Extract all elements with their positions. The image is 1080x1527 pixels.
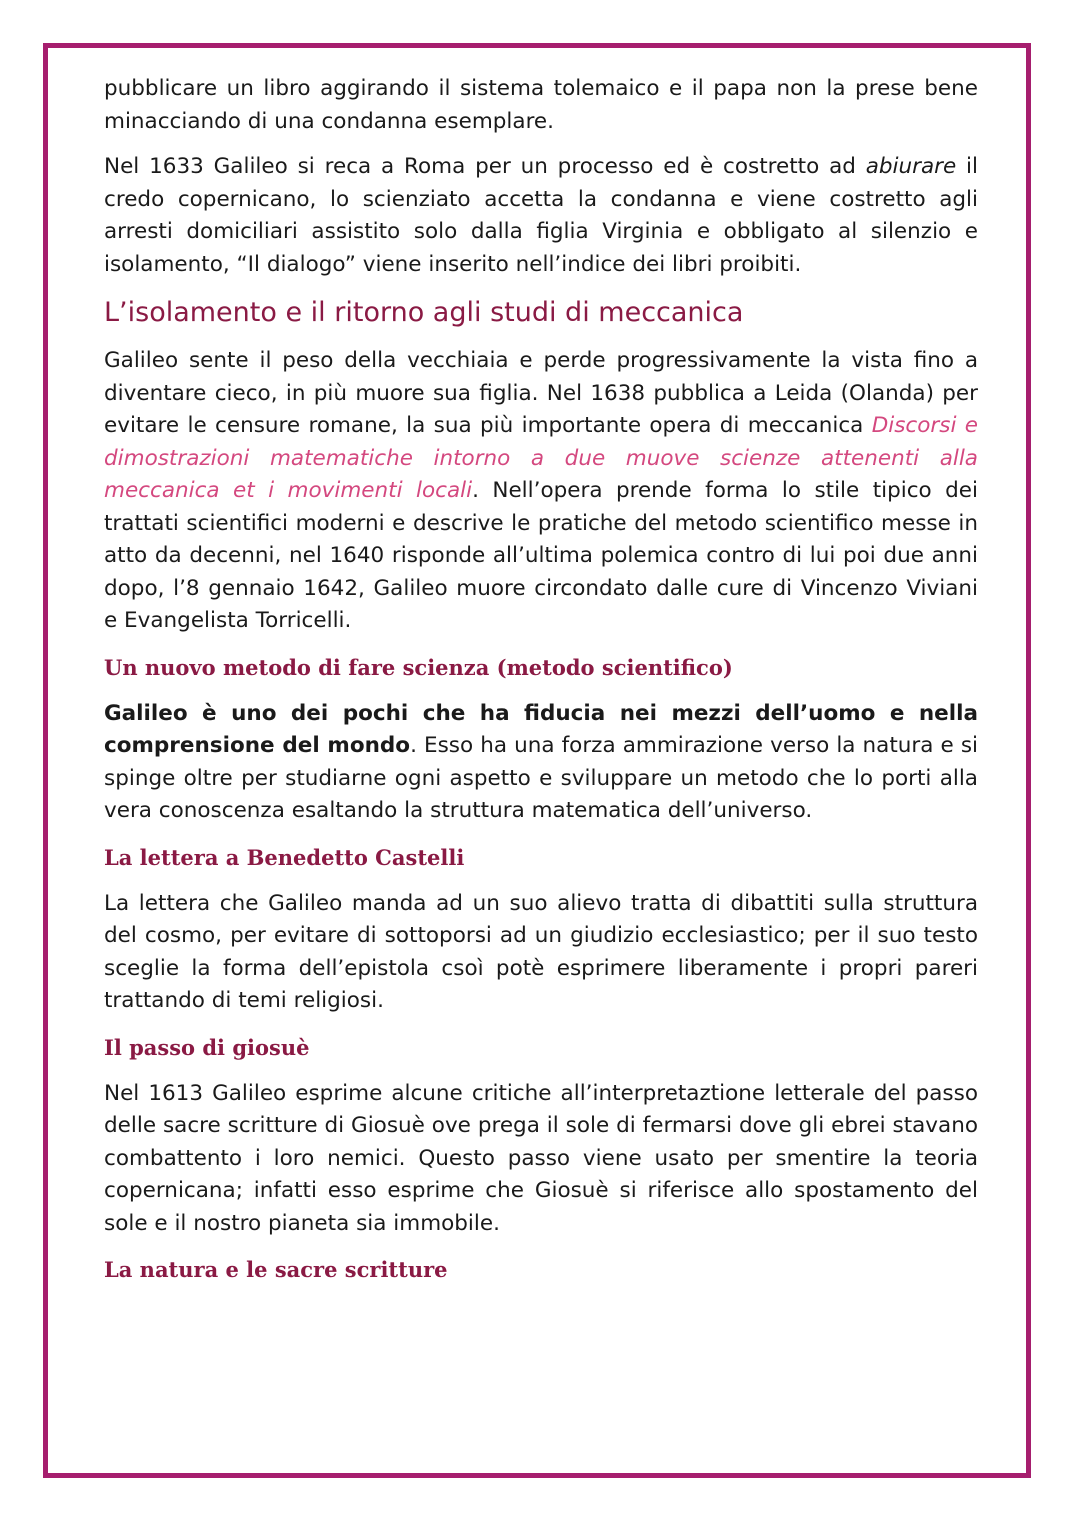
document-body	[104, 73, 978, 1288]
paragraph-intro: pubblicare un libro aggirando il sistema tolemaico e il papa non la prese bene minacciando di una condanna esemplare.	[104, 76, 978, 134]
heading-scientific-method: Un nuovo metodo di fare scienza (metodo scientifico)	[104, 654, 733, 680]
abiurare-emphasis: abiurare	[865, 154, 957, 179]
paragraph-mechanics-pre: Galileo sente il peso della vecchiaia e perde progressivamente la vista fino a diventare cieco, in più muore sua figlia. Nel 1638 pubblica a Leida (Olanda) per evitare le censure romane, la sua più importante opera di meccanica	[104, 348, 978, 438]
paragraph-method	[104, 698, 978, 828]
heading-giosue: Il passo di giosuè	[104, 1034, 310, 1060]
heading-nature-scriptures: La natura e le sacre scritture	[104, 1257, 448, 1282]
paragraph-trial-pre: Nel 1633 Galileo si reca a Roma per un processo ed è costretto ad	[104, 154, 866, 179]
heading-letter-castelli: La lettera a Benedetto Castelli	[104, 844, 465, 870]
book-title: Discorsi e dimostrazioni matematiche intorno a due muove scienze attenenti alla meccanica et i movimenti locali	[104, 413, 978, 503]
paragraph-giosue: Nel 1613 Galileo esprime alcune critiche all’interpretaztione letterale del passo delle sacre scritture di Giosuè ove prega il sole di fermarsi dove gli ebrei stavano combattento i loro nemici. Questo passo viene usato per smentire la teoria copernicana; infatti esso esprime che Giosuè si riferisce allo spostamento del sole e il nostro pianeta sia immobile.	[104, 1080, 978, 1236]
paragraph-method-bold: Galileo è uno dei pochi che ha fiducia nei mezzi dell’uomo e nella comprensione del mondo	[104, 700, 978, 758]
paragraph-trial-post: il credo copernicano, lo scienziato accetta la condanna e viene costretto agli arresti domiciliari assistito solo dalla figlia Virginia e obbligato al silenzio e isolamento, “Il dialogo” viene inserito nell’indice dei libri proibiti.	[104, 154, 979, 277]
paragraph-method-post: . Esso ha una forza ammirazione verso la natura e si spinge oltre per studiarne ogni aspetto e sviluppare un metodo che lo porti alla vera conoscenza esaltando la struttura matematica dell’universo.	[104, 733, 978, 823]
paragraph-mechanics-post: . Nell’opera prende forma lo stile tipico dei trattati scientifici moderni e descrive le pratiche del metodo scientifico messe in atto da decenni, nel 1640 risponde all’ultima polemica contro di lui poi due anni dopo, l’8 gennaio 1642, Galileo muore circondato dalle cure di Vincenzo Viviani e Evangelista Torricelli.	[104, 478, 978, 633]
paragraph-letter: La lettera che Galileo manda ad un suo alievo tratta di dibattiti sulla struttura del cosmo, per evitare di sottoporsi ad un giudizio ecclesiastico; per il suo testo sceglie la forma dell’epistola csoì potè esprimere liberamente i propri pareri trattando di temi religiosi.	[104, 890, 978, 1013]
paragraph-trial	[104, 151, 978, 281]
paragraph-mechanics	[104, 345, 978, 638]
heading-isolation: L’isolamento e il ritorno agli studi di meccanica	[104, 297, 744, 328]
